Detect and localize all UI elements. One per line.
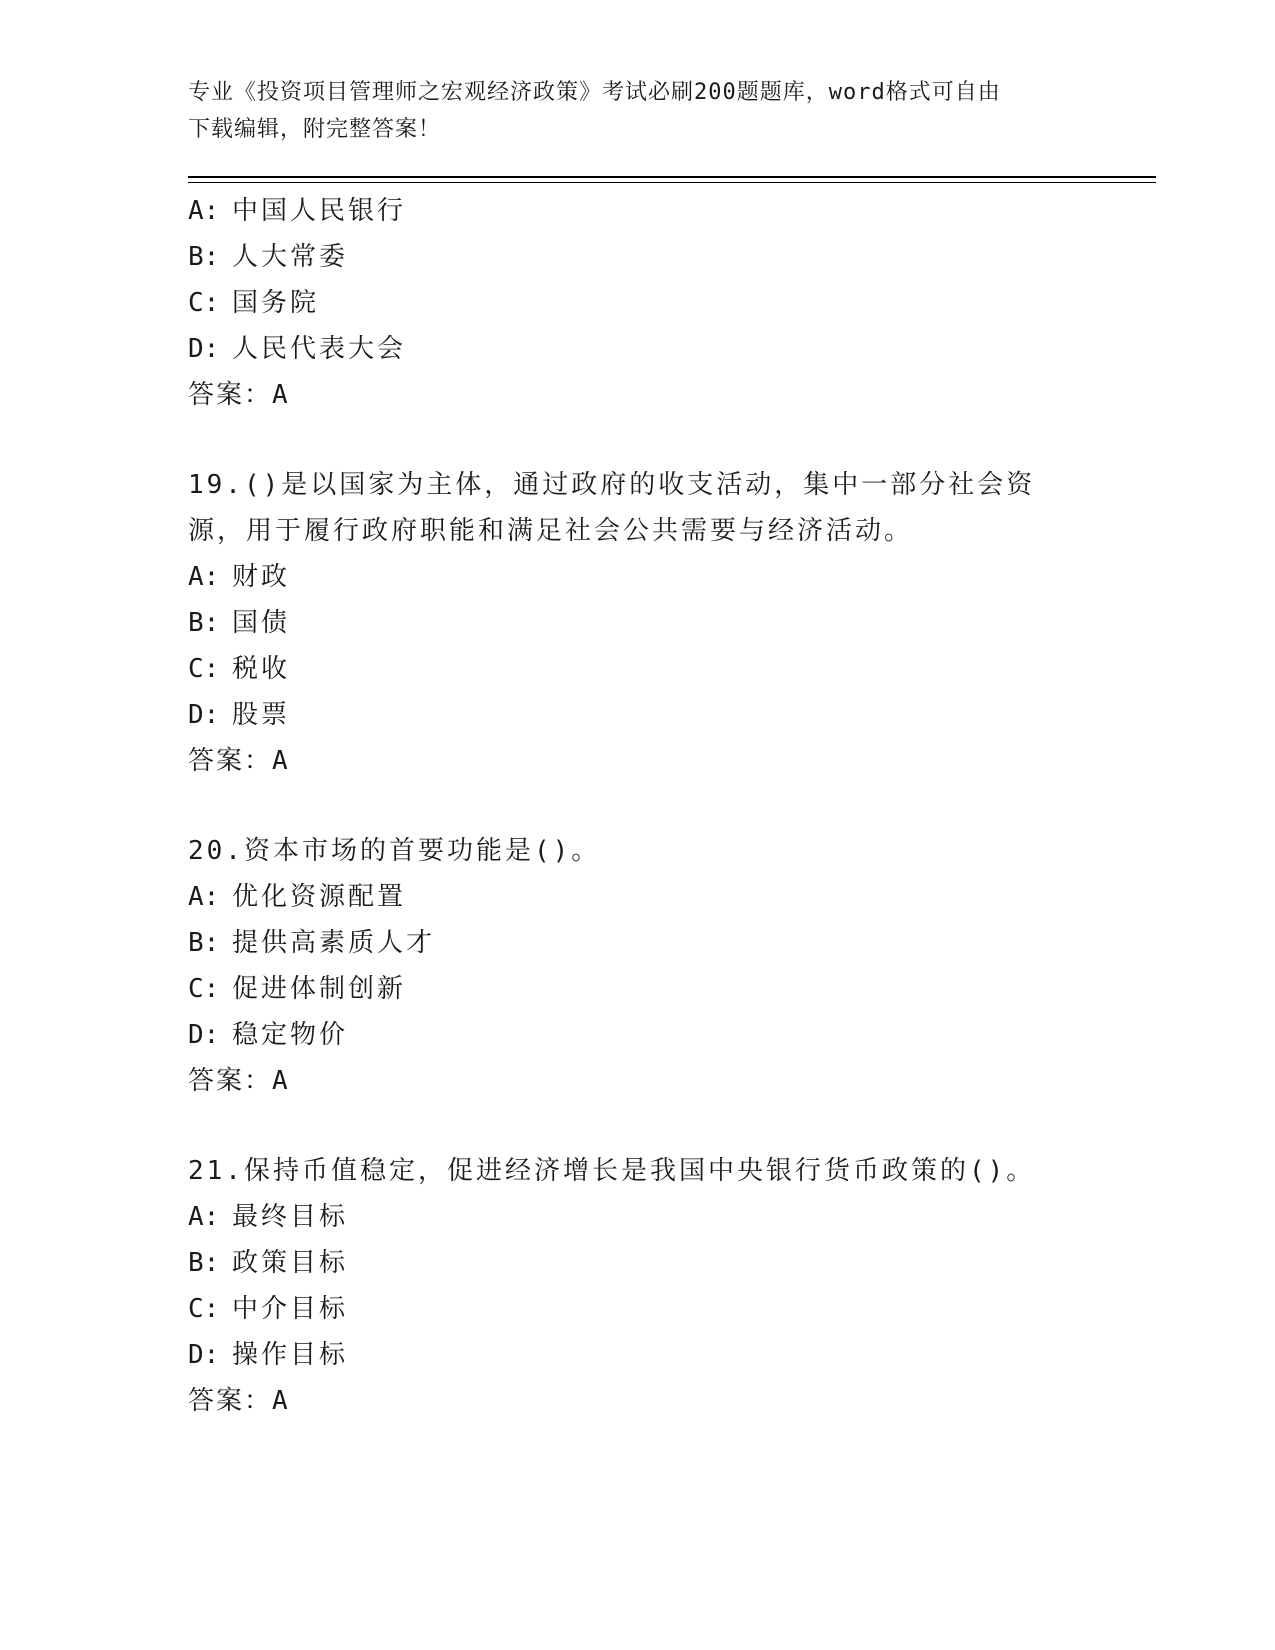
option-a (188, 874, 1088, 920)
question-text: 19.()是以国家为主体，通过政府的收支活动，集中一部分社会资源，用于履行政府职能和满足社会公共需要与经济活动。 (188, 470, 1036, 546)
answer-line: 答案：A (188, 1066, 290, 1096)
option-letter: C: (188, 1294, 220, 1324)
option-letter: A: (188, 562, 220, 592)
option-letter: C: (188, 974, 220, 1004)
option-text: 国债 (232, 608, 291, 638)
header-line-2: 下载编辑，附完整答案！ (188, 117, 442, 142)
option-letter: B: (188, 608, 220, 638)
option-text: 人民代表大会 (232, 334, 407, 364)
option-text: 税收 (232, 654, 291, 684)
option-text: 人大常委 (232, 242, 349, 272)
header-line-1: 专业《投资项目管理师之宏观经济政策》考试必刷200题题库，word格式可自由 (188, 80, 1001, 105)
option-letter: D: (188, 1340, 220, 1370)
question-20 (188, 828, 1088, 1104)
option-letter: C: (188, 654, 220, 684)
question-19 (188, 462, 1088, 784)
option-c (188, 1286, 1088, 1332)
option-b (188, 600, 1088, 646)
option-letter: B: (188, 242, 220, 272)
option-b (188, 234, 1088, 280)
option-text: 稳定物价 (232, 1020, 349, 1050)
option-c (188, 966, 1088, 1012)
option-text: 股票 (232, 700, 291, 730)
option-a (188, 1194, 1088, 1240)
option-a (188, 554, 1088, 600)
header-divider-thick (188, 176, 1156, 178)
question-18-continued (188, 188, 1088, 418)
option-letter: B: (188, 1248, 220, 1278)
answer-line: 答案：A (188, 746, 290, 776)
option-text: 提供高素质人才 (232, 928, 436, 958)
answer-line: 答案：A (188, 380, 290, 410)
option-text: 国务院 (232, 288, 320, 318)
option-text: 促进体制创新 (232, 974, 407, 1004)
option-text: 最终目标 (232, 1202, 349, 1232)
option-letter: D: (188, 334, 220, 364)
option-letter: A: (188, 196, 220, 226)
option-text: 中介目标 (232, 1294, 349, 1324)
option-c (188, 646, 1088, 692)
option-b (188, 1240, 1088, 1286)
option-text: 财政 (232, 562, 291, 592)
question-text: 21.保持币值稳定，促进经济增长是我国中央银行货币政策的()。 (188, 1156, 1036, 1186)
option-d (188, 1332, 1088, 1378)
document-header (188, 74, 1088, 148)
option-letter: C: (188, 288, 220, 318)
option-c (188, 280, 1088, 326)
option-text: 中国人民银行 (232, 196, 407, 226)
option-text: 政策目标 (232, 1248, 349, 1278)
option-letter: A: (188, 882, 220, 912)
option-letter: B: (188, 928, 220, 958)
option-d (188, 692, 1088, 738)
option-d (188, 1012, 1088, 1058)
option-b (188, 920, 1088, 966)
answer-line: 答案：A (188, 1386, 290, 1416)
option-letter: D: (188, 700, 220, 730)
option-letter: D: (188, 1020, 220, 1050)
option-letter: A: (188, 1202, 220, 1232)
document-body (188, 188, 1088, 1424)
option-text: 优化资源配置 (232, 882, 407, 912)
question-21 (188, 1148, 1088, 1424)
header-divider-thin (188, 182, 1156, 183)
question-text: 20.资本市场的首要功能是()。 (188, 836, 601, 866)
option-d (188, 326, 1088, 372)
option-a (188, 188, 1088, 234)
option-text: 操作目标 (232, 1340, 349, 1370)
